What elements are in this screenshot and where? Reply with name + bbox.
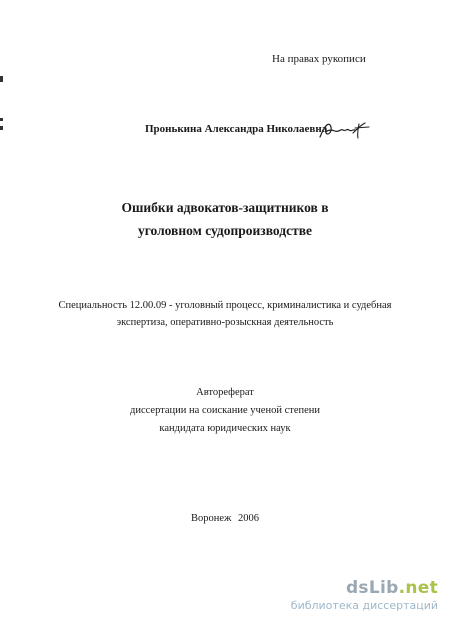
author-name: Пронькина Александра Николаевна <box>145 123 328 135</box>
title-line: уголовном судопроизводстве <box>137 223 313 238</box>
watermark-subtitle: библиотека диссертаций <box>290 599 438 612</box>
scan-margin-mark <box>0 118 3 121</box>
scan-margin-mark <box>0 76 3 82</box>
manuscript-rights-notice: На правах рукописи <box>272 53 366 65</box>
title-line: Ошибки адвокатов-защитников в <box>121 200 329 215</box>
scan-margin-mark <box>0 126 3 130</box>
degree-purpose: диссертации на соискание ученой степени <box>130 405 320 416</box>
dissertation-title <box>0 196 450 242</box>
author-signature <box>317 119 373 141</box>
specialty-line: экспертиза, оперативно-розыскная деятельность <box>116 317 334 328</box>
city-year: Воронеж 2006 <box>191 513 259 524</box>
specialty-block <box>0 297 450 331</box>
degree-name: кандидата юридических наук <box>159 423 291 434</box>
watermark <box>291 578 438 613</box>
document-type: Автореферат <box>196 387 254 398</box>
specialty-line: Специальность 12.00.09 - уголовный процесс, криминалистика и судебная <box>58 300 392 311</box>
abstract-block <box>0 384 450 438</box>
watermark-logo: dsLib.net <box>345 578 438 598</box>
